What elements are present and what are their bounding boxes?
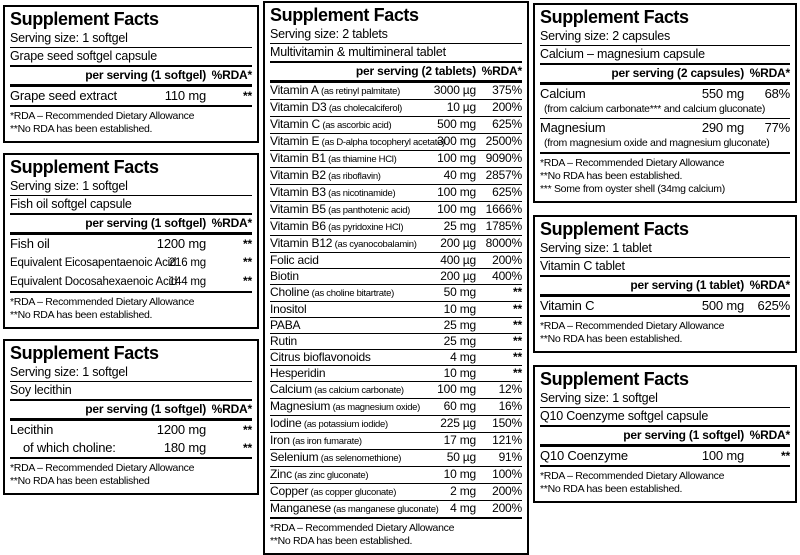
panel-title: Supplement Facts	[540, 369, 689, 389]
ingredient-form-note: (as nicotinamide)	[325, 188, 396, 199]
rda-header-label: %RDA*	[211, 216, 252, 230]
table-header	[10, 65, 252, 87]
ingredient-form-note: (as thiamine HCl)	[325, 154, 397, 165]
footnote: *RDA – Recommended Dietary Allowance	[540, 320, 725, 332]
ingredient-name: PABA	[270, 318, 301, 332]
panel-soy-lecithin	[3, 339, 259, 495]
serving-size-line: Serving size: 1 softgel	[540, 390, 790, 408]
ingredient-row	[270, 133, 522, 150]
per-serving-header-label: per serving (1 softgel)	[85, 68, 206, 82]
ingredient-rda: **	[513, 302, 522, 316]
ingredient-row	[270, 381, 522, 398]
ingredient-row	[270, 83, 522, 99]
panel-vitamin-c	[533, 215, 797, 353]
ingredient-row	[270, 449, 522, 466]
serving-size-line: Serving size: 1 tablet	[540, 240, 790, 258]
per-serving-header-label: per serving (1 softgel)	[85, 216, 206, 230]
ingredient-name: Grape seed extract	[10, 88, 117, 103]
ingredient-row	[270, 150, 522, 167]
ingredient-name: Vitamin B3 (as nicotinamide)	[270, 185, 396, 199]
ingredient-row	[270, 218, 522, 235]
ingredient-row	[270, 333, 522, 349]
ingredient-rda: 1666%	[485, 202, 522, 216]
ingredient-row	[270, 466, 522, 483]
ingredient-form-note: (as retinyl palmitate)	[318, 86, 400, 97]
ingredient-amount: 50 µg	[446, 450, 476, 464]
panel-title: Supplement Facts	[270, 5, 419, 25]
ingredient-row	[270, 349, 522, 365]
ingredient-amount: 4 mg	[450, 501, 476, 515]
serving-size-line: Serving size: 2 tablets	[270, 26, 522, 44]
ingredient-row	[270, 235, 522, 252]
ingredient-row	[270, 483, 522, 500]
ingredient-row	[270, 167, 522, 184]
ingredients-table	[10, 87, 252, 105]
ingredient-name: Vitamin A (as retinyl palmitate)	[270, 83, 400, 97]
footnote: *RDA – Recommended Dietary Allowance	[540, 470, 725, 482]
ingredient-rda: 9090%	[485, 151, 522, 165]
ingredient-form-note: (as panthotenic acid)	[325, 205, 411, 216]
serving-size-line: Serving size: 1 softgel	[10, 30, 252, 48]
ingredients-table	[540, 85, 790, 152]
ingredient-amount: 100 mg	[701, 448, 744, 463]
ingredient-rda: **	[243, 237, 252, 251]
ingredient-amount: 180 mg	[163, 440, 206, 455]
ingredient-amount: 500 mg	[701, 298, 744, 313]
ingredient-amount: 290 mg	[701, 120, 744, 135]
ingredient-rda: **	[513, 318, 522, 332]
ingredient-rda: 200%	[492, 253, 522, 267]
ingredient-rda: **	[243, 89, 252, 103]
ingredient-amount: 25 mg	[443, 219, 476, 233]
ingredient-amount: 25 mg	[443, 334, 476, 348]
ingredient-name: Iron (as iron fumarate)	[270, 433, 362, 447]
ingredient-name: Calcium (as calcium carbonate)	[270, 382, 404, 396]
footnote: *RDA – Recommended Dietary Allowance	[540, 157, 725, 169]
ingredient-row	[10, 87, 252, 105]
ingredient-amount: 100 mg	[437, 202, 476, 216]
ingredients-table	[270, 83, 522, 517]
serving-size-line: Serving size: 2 capsules	[540, 28, 790, 46]
product-name-line: Soy lecithin	[10, 383, 72, 397]
ingredient-form-note: (as iron fumarate)	[289, 436, 362, 447]
footnote: **No RDA has been established.	[270, 535, 413, 547]
rda-header-label: %RDA*	[749, 278, 790, 292]
ingredient-name: Inositol	[270, 302, 307, 316]
ingredient-rda: 375%	[492, 83, 522, 97]
panel-title: Supplement Facts	[10, 157, 159, 177]
table-header	[10, 399, 252, 421]
ingredient-row	[270, 201, 522, 218]
per-serving-header-label: per serving (1 softgel)	[623, 428, 744, 442]
footnotes	[10, 291, 252, 324]
rda-header-label: %RDA*	[211, 68, 252, 82]
footnote: **No RDA has been established.	[10, 123, 153, 135]
ingredient-rda: **	[513, 366, 522, 380]
ingredient-name: Equivalent Eicosapentaenoic Acid	[10, 257, 177, 269]
per-serving-header-label: per serving (2 tablets)	[355, 64, 476, 78]
ingredient-amount: 10 µg	[446, 100, 476, 114]
ingredient-name: Vitamin B6 (as pyridoxine HCl)	[270, 219, 404, 233]
ingredient-rda: 8000%	[485, 236, 522, 250]
ingredient-name: Vitamin B2 (as riboflavin)	[270, 168, 381, 182]
product-name-line: Grape seed softgel capsule	[10, 49, 157, 63]
ingredients-table	[10, 235, 252, 291]
ingredient-rda: 1785%	[485, 219, 522, 233]
panel-grape-seed	[3, 5, 259, 143]
ingredients-table	[540, 297, 790, 315]
product-name-line: Calcium – magnesium capsule	[540, 47, 705, 61]
ingredient-row	[270, 301, 522, 317]
footnotes	[540, 465, 790, 498]
table-header	[270, 61, 522, 83]
ingredient-name: Vitamin C (as ascorbic acid)	[270, 117, 392, 131]
ingredient-rda: **	[243, 441, 252, 455]
product-name-line: Vitamin C tablet	[540, 259, 625, 273]
panel-title: Supplement Facts	[10, 9, 159, 29]
ingredient-rda: **	[243, 423, 252, 437]
ingredient-row	[270, 432, 522, 449]
panel-title: Supplement Facts	[540, 7, 689, 27]
ingredient-amount: 550 mg	[701, 86, 744, 101]
ingredient-rda: 625%	[492, 117, 522, 131]
ingredient-form-note: (as ascorbic acid)	[320, 120, 392, 131]
ingredient-rda: 16%	[498, 399, 522, 413]
rda-header-label: %RDA*	[481, 64, 522, 78]
table-header	[540, 275, 790, 297]
ingredient-amount: 1200 mg	[156, 236, 206, 251]
ingredient-name: Biotin	[270, 269, 299, 283]
ingredient-row	[540, 118, 790, 152]
ingredient-name: Rutin	[270, 334, 298, 348]
ingredient-row	[540, 297, 790, 315]
rda-header-label: %RDA*	[749, 66, 790, 80]
product-name-line: Q10 Coenzyme softgel capsule	[540, 409, 709, 423]
ingredient-rda: 200%	[492, 100, 522, 114]
ingredient-source-note: (from calcium carbonate*** and calcium gluconate)	[544, 103, 766, 115]
ingredient-amount: 2 mg	[450, 484, 476, 498]
ingredient-amount: 10 mg	[443, 366, 476, 380]
ingredient-rda: **	[781, 449, 790, 463]
ingredient-rda: 68%	[764, 86, 790, 101]
ingredient-rda: **	[513, 350, 522, 364]
footnote: **No RDA has been established.	[540, 333, 683, 345]
ingredient-row	[270, 415, 522, 432]
ingredient-amount: 200 µg	[440, 269, 476, 283]
ingredient-form-note: (as cholecalciferol)	[326, 103, 403, 114]
product-name-line: Fish oil softgel capsule	[10, 197, 132, 211]
ingredient-amount: 50 mg	[443, 285, 476, 299]
left-column	[3, 5, 259, 505]
product-name-line: Multivitamin & multimineral tablet	[270, 45, 446, 59]
ingredient-name: Magnesium	[540, 120, 606, 135]
ingredient-amount: 40 mg	[443, 168, 476, 182]
ingredient-row	[270, 317, 522, 333]
ingredient-row	[10, 235, 252, 253]
ingredient-name: Vitamin B12 (as cyanocobalamin)	[270, 236, 417, 250]
rda-header-label: %RDA*	[749, 428, 790, 442]
ingredient-form-note: (as choline bitartrate)	[309, 288, 394, 299]
ingredient-name: Citrus bioflavonoids	[270, 350, 371, 364]
table-header	[10, 213, 252, 235]
footnote: *RDA – Recommended Dietary Allowance	[10, 462, 195, 474]
ingredient-row	[10, 272, 252, 291]
footnote: *RDA – Recommended Dietary Allowance	[10, 296, 195, 308]
ingredient-amount: 25 mg	[443, 318, 476, 332]
ingredient-amount: 400 µg	[440, 253, 476, 267]
panel-calcium-magnesium	[533, 3, 797, 203]
serving-size-line: Serving size: 1 softgel	[10, 178, 252, 196]
ingredients-table	[10, 421, 252, 457]
ingredient-row	[270, 184, 522, 201]
ingredient-form-note: (as zinc gluconate)	[291, 470, 369, 481]
footnotes	[10, 457, 252, 490]
footnote: *RDA – Recommended Dietary Allowance	[270, 522, 455, 534]
ingredient-rda: 625%	[492, 185, 522, 199]
ingredient-name: Manganese (as manganese gluconate)	[270, 501, 439, 515]
panel-fish-oil	[3, 153, 259, 329]
footnote: *RDA – Recommended Dietary Allowance	[10, 110, 195, 122]
footnote: **No RDA has been established.	[10, 309, 153, 321]
ingredient-name: Vitamin D3 (as cholecalciferol)	[270, 100, 403, 114]
ingredient-row	[270, 365, 522, 381]
ingredient-amount: 10 mg	[443, 467, 476, 481]
ingredient-form-note: (as manganese gluconate)	[330, 504, 439, 515]
ingredient-form-note: (as magnesium oxide)	[330, 402, 421, 413]
ingredient-rda: 121%	[492, 433, 522, 447]
ingredient-amount: 216 mg	[168, 257, 206, 269]
panel-q10-coenzyme	[533, 365, 797, 503]
ingredient-row	[270, 116, 522, 133]
ingredient-rda: 91%	[498, 450, 522, 464]
middle-column	[263, 1, 529, 555]
ingredient-rda: 200%	[492, 501, 522, 515]
ingredient-row	[10, 439, 252, 457]
ingredient-form-note: (as cyanocobalamin)	[332, 239, 417, 250]
ingredient-name: Calcium	[540, 86, 586, 101]
ingredient-amount: 100 mg	[437, 151, 476, 165]
ingredient-amount: 225 µg	[440, 416, 476, 430]
ingredient-rda: 200%	[492, 484, 522, 498]
ingredient-rda: 77%	[764, 120, 790, 135]
ingredient-name: Selenium (as selenomethione)	[270, 450, 402, 464]
ingredient-amount: 17 mg	[443, 433, 476, 447]
footnote: **No RDA has been established.	[540, 170, 683, 182]
ingredient-row	[270, 99, 522, 116]
footnote: **No RDA has been established.	[540, 483, 683, 495]
ingredient-name: Hesperidin	[270, 366, 326, 380]
ingredient-row	[270, 268, 522, 284]
ingredient-amount: 144 mg	[168, 276, 206, 288]
ingredient-row	[270, 252, 522, 268]
ingredient-name: Lecithin	[10, 422, 54, 437]
ingredient-row	[10, 253, 252, 272]
ingredient-form-note: (as D-alpha tocopheryl acetate)	[319, 137, 445, 148]
ingredient-amount: 1200 mg	[156, 422, 206, 437]
ingredient-row	[270, 398, 522, 415]
ingredient-name: Vitamin B5 (as panthotenic acid)	[270, 202, 411, 216]
ingredient-source-note: (from magnesium oxide and magnesium gluconate)	[544, 137, 770, 149]
footnotes	[540, 152, 790, 198]
ingredient-row	[10, 421, 252, 439]
table-header	[540, 63, 790, 85]
ingredient-amount: 500 mg	[437, 117, 476, 131]
ingredient-name: Vitamin E (as D-alpha tocopheryl acetate)	[270, 134, 445, 148]
footnote: **No RDA has been established	[10, 475, 150, 487]
ingredient-form-note: (as riboflavin)	[325, 171, 381, 182]
ingredient-name: Magnesium (as magnesium oxide)	[270, 399, 421, 413]
ingredient-form-note: (as selenomethione)	[318, 453, 402, 464]
ingredient-rda: **	[513, 334, 522, 348]
ingredient-rda: **	[243, 255, 252, 269]
panel-title: Supplement Facts	[540, 219, 689, 239]
ingredient-amount: 10 mg	[443, 302, 476, 316]
ingredient-form-note: (as potassium iodide)	[301, 419, 388, 430]
ingredient-name: Folic acid	[270, 253, 319, 267]
ingredient-amount: 3000 µg	[433, 83, 476, 97]
per-serving-header-label: per serving (2 capsules)	[611, 66, 744, 80]
ingredient-name: Zinc (as zinc gluconate)	[270, 467, 369, 481]
ingredient-rda: 2857%	[485, 168, 522, 182]
ingredient-rda: **	[243, 274, 252, 288]
per-serving-header-label: per serving (1 softgel)	[85, 402, 206, 416]
ingredient-name: of which choline:	[23, 440, 116, 455]
ingredient-amount: 110 mg	[164, 88, 206, 103]
footnotes	[540, 315, 790, 348]
ingredient-rda: 150%	[492, 416, 522, 430]
ingredient-name: Fish oil	[10, 236, 50, 251]
table-header	[540, 425, 790, 447]
rda-header-label: %RDA*	[211, 402, 252, 416]
ingredient-row	[540, 85, 790, 118]
ingredient-form-note: (as calcium carbonate)	[311, 385, 404, 396]
right-column	[533, 3, 797, 515]
footnote: *** Some from oyster shell (34mg calcium)	[540, 183, 725, 195]
ingredient-rda: **	[513, 285, 522, 299]
serving-size-line: Serving size: 1 softgel	[10, 364, 252, 382]
ingredient-amount: 100 mg	[437, 382, 476, 396]
ingredient-amount: 200 µg	[440, 236, 476, 250]
ingredient-row	[270, 284, 522, 301]
ingredient-form-note: (as copper gluconate)	[308, 487, 397, 498]
ingredient-name: Copper (as copper gluconate)	[270, 484, 397, 498]
ingredient-name: Vitamin C	[540, 298, 595, 313]
ingredient-form-note: (as pyridoxine HCl)	[325, 222, 404, 233]
panel-title: Supplement Facts	[10, 343, 159, 363]
ingredient-row	[270, 500, 522, 517]
ingredient-amount: 4 mg	[450, 350, 476, 364]
ingredient-name: Iodine (as potassium iodide)	[270, 416, 388, 430]
ingredient-amount: 60 mg	[443, 399, 476, 413]
ingredient-name: Vitamin B1 (as thiamine HCl)	[270, 151, 397, 165]
ingredient-name: Choline (as choline bitartrate)	[270, 285, 394, 299]
ingredient-rda: 2500%	[485, 134, 522, 148]
ingredient-amount: 100 mg	[437, 185, 476, 199]
ingredient-row	[540, 447, 790, 465]
ingredient-rda: 625%	[757, 298, 790, 313]
ingredient-name: Q10 Coenzyme	[540, 448, 628, 463]
ingredient-rda: 12%	[498, 382, 522, 396]
ingredient-amount: 300 mg	[437, 134, 476, 148]
ingredient-rda: 100%	[492, 467, 522, 481]
ingredient-rda: 400%	[492, 269, 522, 283]
ingredients-table	[540, 447, 790, 465]
footnotes	[10, 105, 252, 138]
panel-multivitamin	[263, 1, 529, 555]
ingredient-name: Equivalent Docosahexaenoic Acid	[10, 276, 178, 288]
per-serving-header-label: per serving (1 tablet)	[630, 278, 744, 292]
